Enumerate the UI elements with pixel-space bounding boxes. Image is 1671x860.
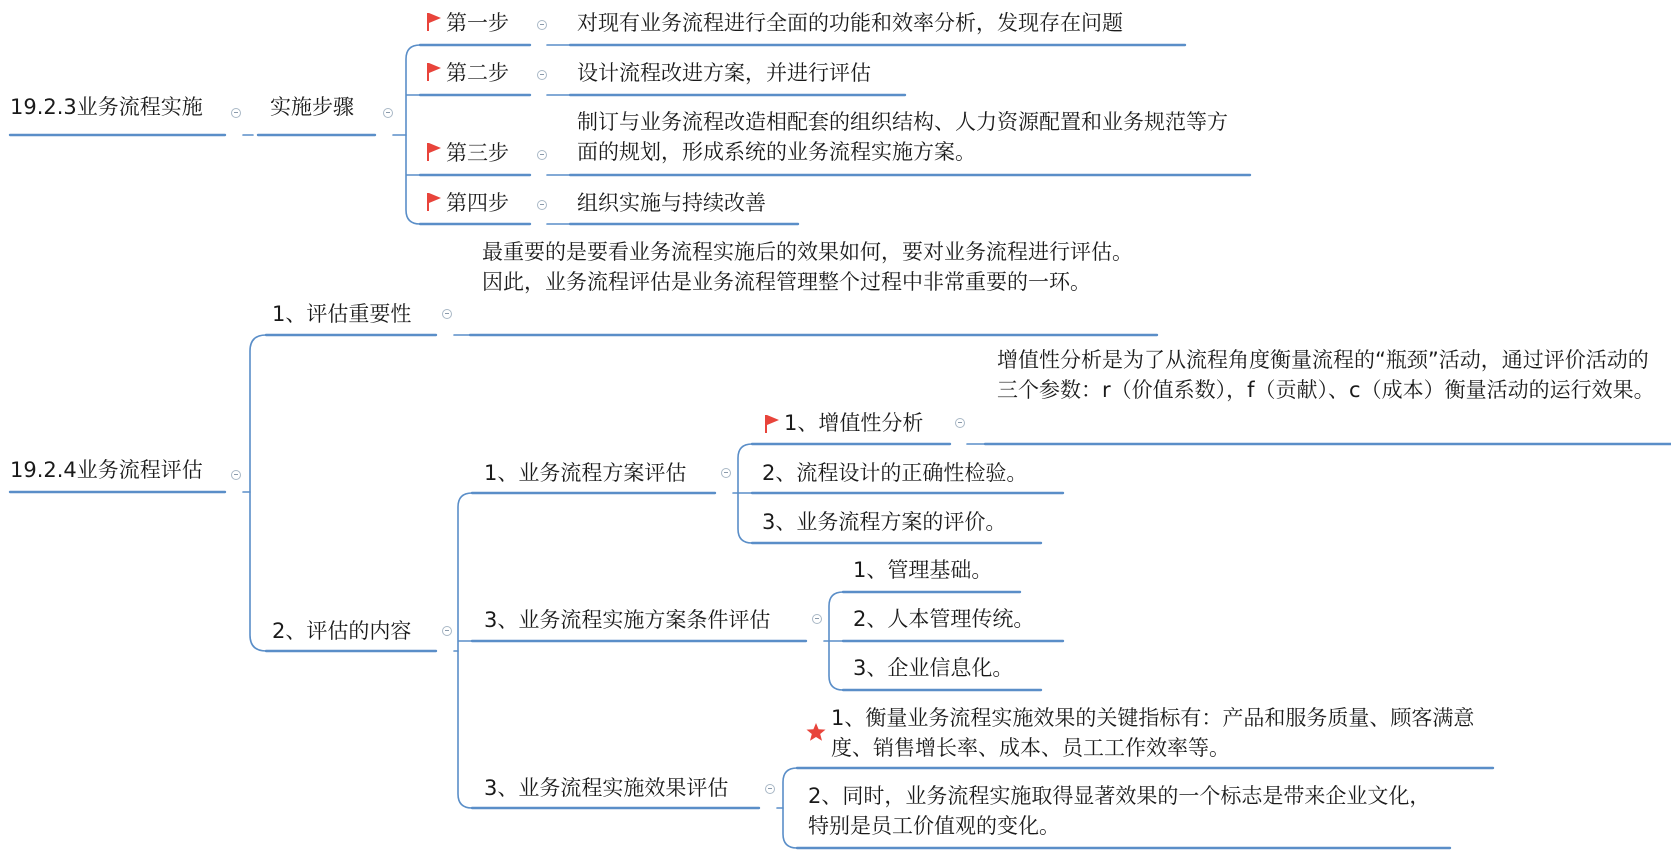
step-2-label[interactable]: 第二步: [446, 61, 509, 85]
collapse-icon[interactable]: [537, 20, 547, 30]
connector-line: [783, 768, 797, 848]
topic-conditions-eval[interactable]: 3、业务流程实施方案条件评估: [484, 608, 771, 632]
topic-impl[interactable]: 19.2.3业务流程实施: [10, 95, 203, 119]
condition-3[interactable]: 3、企业信息化。: [853, 656, 1014, 680]
flag-icon: [426, 192, 442, 212]
topic-effect-eval[interactable]: 3、业务流程实施效果评估: [484, 776, 729, 800]
topic-steps[interactable]: 实施步骤: [270, 95, 354, 119]
topic-scheme-eval[interactable]: 1、业务流程方案评估: [484, 461, 687, 485]
collapse-icon[interactable]: [721, 468, 731, 478]
flag-icon: [426, 12, 442, 32]
condition-2[interactable]: 2、人本管理传统。: [853, 607, 1035, 631]
collapse-icon[interactable]: [442, 309, 452, 319]
value-analysis-text[interactable]: 增值性分析是为了从流程角度衡量流程的“瓶颈”活动，通过评价活动的三个参数：r（价值系数），f（贡献）、c（成本）衡量活动的运行效果。: [997, 348, 1655, 402]
step-4-label[interactable]: 第四步: [446, 191, 509, 215]
effect-culture[interactable]: 2、同时，业务流程实施取得显著效果的一个标志是带来企业文化，特别是员工价值观的变化。: [808, 784, 1431, 838]
collapse-icon[interactable]: [955, 418, 965, 428]
collapse-icon[interactable]: [231, 470, 241, 480]
flag-icon: [426, 62, 442, 82]
topic-importance[interactable]: 1、评估重要性: [272, 302, 412, 326]
collapse-icon[interactable]: [383, 108, 393, 118]
value-analysis-label[interactable]: 1、增值性分析: [784, 411, 924, 435]
collapse-icon[interactable]: [765, 784, 775, 794]
step-3-text[interactable]: 制订与业务流程改造相配套的组织结构、人力资源配置和业务规范等方面的规划，形成系统的业务流程实施方案。: [577, 110, 1228, 164]
flag-icon: [764, 414, 780, 434]
step-1-label[interactable]: 第一步: [446, 11, 509, 35]
step-2-text[interactable]: 设计流程改进方案，并进行评估: [577, 61, 871, 85]
connector-line: [250, 335, 266, 651]
connector-line: [406, 45, 422, 224]
design-check[interactable]: 2、流程设计的正确性检验。: [762, 461, 1028, 485]
scheme-evaluation[interactable]: 3、业务流程方案的评价。: [762, 510, 1007, 534]
step-3-label[interactable]: 第三步: [446, 141, 509, 165]
step-4-text[interactable]: 组织实施与持续改善: [577, 191, 766, 215]
importance-text[interactable]: 最重要的是要看业务流程实施后的效果如何，要对业务流程进行评估。因此，业务流程评估是业务流程管理整个过程中非常重要的一环。: [482, 240, 1133, 294]
collapse-icon[interactable]: [537, 150, 547, 160]
star-icon: [806, 722, 826, 742]
step-1-text[interactable]: 对现有业务流程进行全面的功能和效率分析，发现存在问题: [577, 11, 1123, 35]
effect-indicators[interactable]: 1、衡量业务流程实施效果的关键指标有：产品和服务质量、顾客满意度、销售增长率、成本、员工工作效率等。: [831, 706, 1475, 760]
collapse-icon[interactable]: [442, 626, 452, 636]
collapse-icon[interactable]: [812, 614, 822, 624]
connector-line: [458, 493, 474, 808]
topic-content[interactable]: 2、评估的内容: [272, 619, 412, 643]
collapse-icon[interactable]: [537, 200, 547, 210]
flag-icon: [426, 142, 442, 162]
condition-1[interactable]: 1、管理基础。: [853, 558, 993, 582]
collapse-icon[interactable]: [231, 108, 241, 118]
collapse-icon[interactable]: [537, 70, 547, 80]
topic-eval[interactable]: 19.2.4业务流程评估: [10, 458, 203, 482]
